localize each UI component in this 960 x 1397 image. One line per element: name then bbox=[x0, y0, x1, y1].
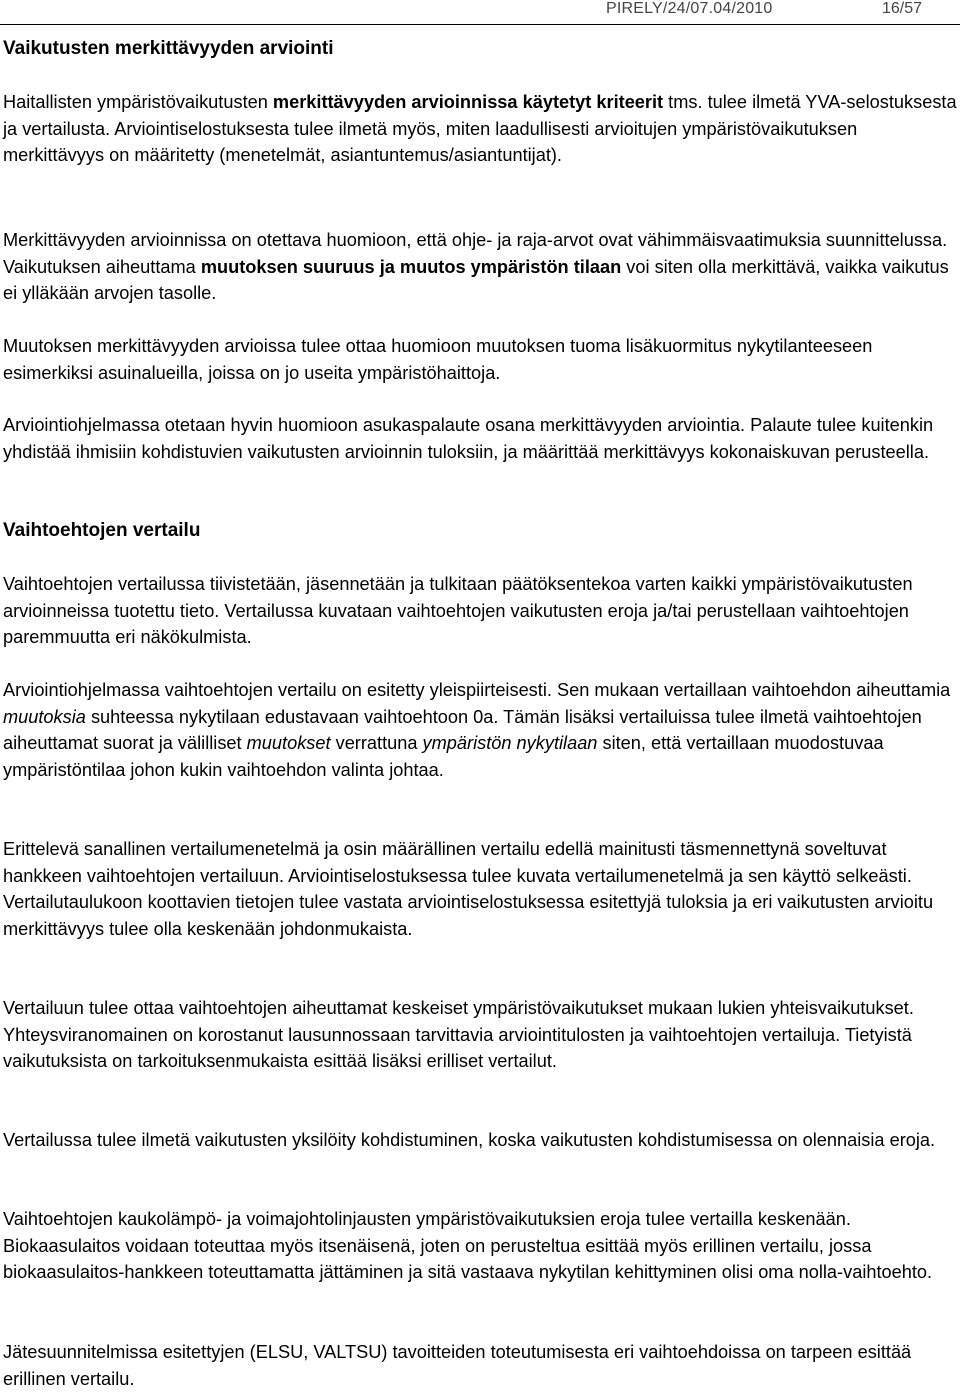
text-run: suhteessa nykytilaan edustavaan vaihtoehtoon 0a. Tämän lisäksi vertailuissa tulee ilmetä vaihtoehtojen aiheuttamat suorat ja välilliset bbox=[3, 706, 922, 753]
text-run: Vaihtoehtojen vertailussa tiivistetään, jäsennetään ja tulkitaan päätöksentekoa varten kaikki ympäristövaikutusten arvioinneissa tuotettu tieto. Vertailussa kuvataan vaihtoehtojen vaikutusten eroja ja/tai perustellaan vaihtoehtojen paremmuutta eri näkökulmista. bbox=[3, 574, 913, 647]
text-run: Arviointiohjelmassa otetaan hyvin huomioon asukaspalaute osana merkittävyyden arviointia. Palaute tulee kuitenkin yhdistää ihmisiin kohdistuvien vaikutusten arvioinnin tuloksiin, ja määrittää merkittävyys kokonaiskuvan perusteella. bbox=[3, 415, 934, 462]
text-run: Vertailussa tulee ilmetä vaikutusten yksilöity kohdistuminen, koska vaikutusten kohdistumisessa on olennaisia eroja. bbox=[3, 1130, 936, 1150]
paragraph bbox=[3, 333, 958, 386]
italic-text: muutoksia bbox=[3, 706, 86, 727]
paragraph bbox=[3, 1127, 958, 1154]
paragraph bbox=[3, 677, 958, 783]
document-reference: PIRELY/24/07.04/2010 bbox=[606, 0, 773, 17]
section-heading-significance: Vaikutusten merkittävyyden arviointi bbox=[3, 38, 334, 59]
text-run: verrattuna bbox=[330, 733, 423, 753]
paragraph bbox=[3, 836, 958, 942]
text-run: Arviointiohjelmassa vaihtoehtojen vertailu on esitetty yleispiirteisesti. Sen mukaan vertaillaan vaihtoehdon aiheuttamia bbox=[3, 680, 951, 700]
text-run: Haitallisten ympäristövaikutusten bbox=[3, 92, 273, 112]
text-run: voi siten olla merkittävä, vaikka vaikutus ei ylläkään arvojen tasolle. bbox=[3, 256, 949, 303]
text-run: siten, että vertaillaan muodostuvaa ympäristöntilaa johon kukin vaihtoehdon valinta johtaa. bbox=[3, 733, 884, 780]
paragraph bbox=[3, 1206, 958, 1286]
page-number: 16/57 bbox=[882, 0, 923, 17]
text-run: Jätesuunnitelmissa esitettyjen (ELSU, VALTSU) tavoitteiden toteutumisesta eri vaihtoehdoissa on tarpeen esittää erillinen vertailu. bbox=[3, 1342, 912, 1389]
text-run: tms. tulee ilmetä YVA-selostuksesta ja vertailusta. Arviointiselostuksesta tulee ilmetä myös, miten laadullisesti arvioitujen ympäristövaikutuksen merkittävyys on määritetty (menetelmät, asiantuntemus/asiantuntijat). bbox=[3, 92, 957, 165]
text-run: Merkittävyyden arvioinnissa on otettava huomioon, että ohje- ja raja-arvot ovat vähimmäisvaatimuksia suunnittelussa. Vaikutuksen aiheuttama bbox=[3, 230, 948, 277]
paragraph bbox=[3, 571, 958, 651]
bold-text: muutoksen suuruus ja muutos ympäristön tilaan bbox=[200, 256, 622, 277]
paragraph bbox=[3, 89, 958, 169]
paragraph bbox=[3, 227, 958, 307]
header-rule bbox=[0, 24, 960, 25]
italic-text: muutokset bbox=[246, 733, 331, 753]
paragraph bbox=[3, 412, 958, 465]
text-run: Muutoksen merkittävyyden arvioissa tulee ottaa huomioon muutoksen tuoma lisäkuormitus nykytilanteeseen esimerkiksi asuinalueilla, joissa on jo useita ympäristöhaittoja. bbox=[3, 336, 873, 383]
text-run: Vertailuun tulee ottaa vaihtoehtojen aiheuttamat keskeiset ympäristövaikutukset mukaan lukien yhteisvaikutukset. Yhteysviranomainen on korostanut lausunnossaan tarvittavia arviointitulosten ja vaihtoehtojen vertailuja. Tietyistä vaikutuksista on tarkoituksenmukaista esittää lisäksi erilliset vertailut. bbox=[3, 998, 914, 1071]
paragraph bbox=[3, 1339, 958, 1392]
bold-text: merkittävyyden arvioinnissa käytetyt kriteerit bbox=[272, 92, 664, 112]
section-heading-alternatives: Vaihtoehtojen vertailu bbox=[3, 520, 201, 541]
text-run: Vaihtoehtojen kaukolämpö- ja voimajohtolinjausten ympäristövaikutuksien eroja tulee vertailla keskenään. Biokaasulaitos voidaan toteuttaa myös itsenäisenä, joten on perusteltua esittää myös erillinen vertailu, jossa biokaasulaitos-hankkeen toteuttamatta jättäminen ja sitä vastaava nykytilan kehittyminen olisi oma nolla-vaihtoehto. bbox=[3, 1209, 933, 1282]
paragraph bbox=[3, 995, 958, 1075]
italic-text: ympäristön nykytilaan bbox=[422, 733, 598, 753]
text-run: Erittelevä sanallinen vertailumenetelmä ja osin määrällinen vertailu edellä mainitusti täsmennettynä soveltuvat hankkeen vaihtoehtojen vertailuun. Arviointiselostuksessa tulee kuvata vertailumenetelmä ja sen käyttö selkeästi. Vertailutaulukoon koottavien tietojen tulee vastata arviointiselostuksessa esitettyjä tuloksia ja eri vaikutusten arvioitu merkittävyys tulee olla keskenään johdonmukaista. bbox=[3, 839, 934, 939]
